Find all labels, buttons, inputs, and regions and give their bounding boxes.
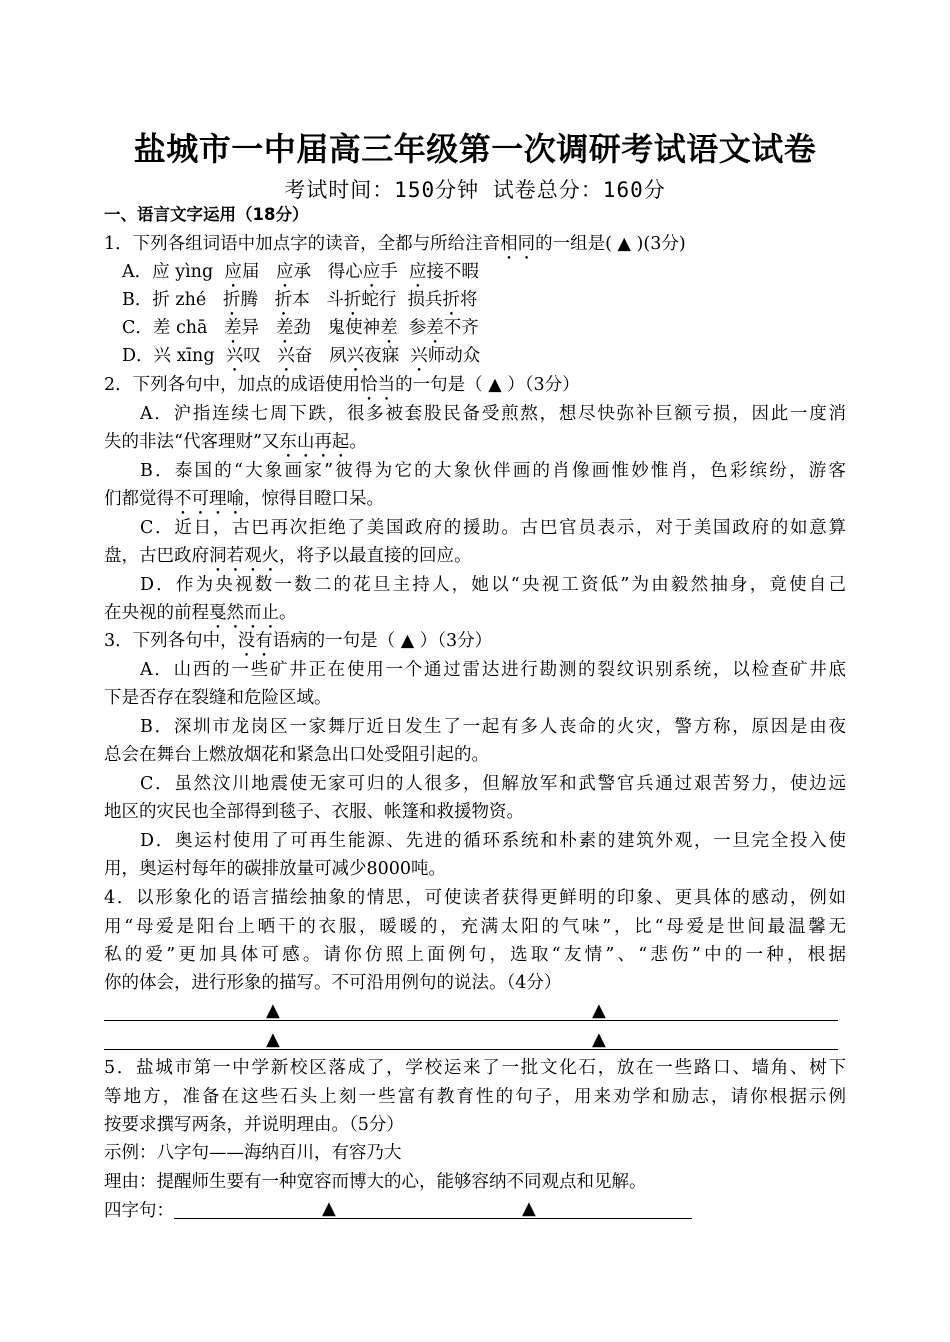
q4-text-line4: 你的体会，进行形象的描写。不可沿用例句的说法。（4分）: [104, 973, 562, 993]
answer-marker: ▲: [592, 1029, 606, 1050]
q4-text-line2: 用“母爱是阳台上晒干的衣服，暖暖的，充满太阳的气味”，比“母爱是世间最温馨无: [104, 917, 846, 937]
q2-option-a-line2: 失的非法“代客理财”又东山再起。: [104, 432, 367, 452]
q3-option-a-line2: 下是否存在裂缝和危险区域。: [104, 688, 332, 708]
q2-option-d-line2: 在央视的前程戛然而止。: [104, 603, 297, 623]
q2-option-c-line2: 盘，古巴政府洞若观火，将予以最直接的回应。: [104, 546, 472, 566]
q3-option-c-line1: C．虽然汶川地震使无家可归的人很多，但解放军和武警官兵通过艰苦努力，使边远: [140, 774, 846, 794]
q1-option-b: B．折 zhé 折腾 折本 斗折蛇行 损兵折将: [122, 290, 478, 310]
q5-text-line2: 等地方，准备在这些石头上刻一些富有教育性的句子，用来劝学和励志，请你根据示例: [104, 1087, 846, 1107]
q1-option-a: A．应 yìng 应届 应承 得心应手 应接不暇: [122, 262, 479, 282]
q5-text-line1: 5．盐城市第一中学新校区落成了，学校运来了一批文化石，放在一些路口、墙角、树下: [104, 1058, 846, 1078]
q5-four-char-label: 四字句：: [104, 1201, 174, 1221]
q5-example: 示例：八字句——海纳百川，有容乃大: [104, 1143, 402, 1163]
q4-text-line1: 4．以形象化的语言描绘抽象的情思，可使读者获得更鲜明的印象、更具体的感动，例如: [104, 888, 846, 908]
answer-marker: ▲: [266, 1000, 280, 1021]
q3-stem: 3．下列各句中，没有语病的一句是（ ▲ ）（3分）: [104, 631, 493, 651]
q3-option-b-line1: B．深圳市龙岗区一家舞厅近日发生了一起有多人丧命的火灾，警方称，原因是由夜: [140, 717, 846, 737]
answer-line[interactable]: [104, 1020, 838, 1021]
answer-marker: ▲: [592, 1000, 606, 1021]
q3-option-d-line2: 用，奥运村每年的碳排放量可减少8000吨。: [104, 859, 447, 879]
q3-option-c-line2: 地区的灾民也全部得到毯子、衣服、帐篷和救援物资。: [104, 802, 524, 822]
q1-option-d: D．兴 xīng 兴叹 兴奋 夙兴夜寐 兴师动众: [122, 346, 481, 366]
q2-option-b-line2: 们都觉得不可理喻，惊得目瞪口呆。: [104, 489, 384, 509]
answer-line[interactable]: [174, 1200, 692, 1219]
answer-marker: ▲: [266, 1029, 280, 1050]
q3-option-a-line1: A．山西的一些矿井正在使用一个通过雷达进行勘测的裂纹识别系统，以检查矿井底: [140, 660, 846, 680]
q2-stem: 2．下列各句中，加点的成语使用恰当的一句是（ ▲ ）（3分）: [104, 375, 580, 395]
q5-four-char-row: [104, 1200, 692, 1222]
q2-option-d-line1: D．作为央视数一数二的花旦主持人，她以“央视工资低”为由毅然抽身，竟使自己: [140, 575, 846, 595]
page-title: 盐城市一中届高三年级第一次调研考试语文试卷: [133, 130, 817, 168]
q2-option-a-line1: A．沪指连续七周下跌，很多被套股民备受煎熬，想尽快弥补巨额亏损，因此一度消: [140, 404, 846, 424]
q1-option-c: C．差 chā 差异 差劲 鬼使神差 参差不齐: [122, 318, 479, 338]
q5-reason: 理由：提醒师生要有一种宽容而博大的心，能够容纳不同观点和见解。: [104, 1172, 647, 1192]
q1-stem: 1．下列各组词语中加点字的读音，全都与所给注音相同的一组是( ▲ )(3分): [104, 234, 686, 254]
exam-info: 考试时间：150分钟 试卷总分：160分: [284, 178, 666, 202]
answer-line[interactable]: [104, 1049, 838, 1050]
q2-option-c-line1: C．近日，古巴再次拒绝了美国政府的援助。古巴官员表示，对于美国政府的如意算: [140, 518, 846, 538]
emphasis-text: 相同: [500, 234, 536, 254]
q5-text-line3: 按要求撰写两条，并说明理由。（5分）: [104, 1115, 404, 1135]
q4-text-line3: 私的爱”更加具体可感。请你仿照上面例句，选取“友情”、“悲伤”中的一种，根据: [104, 945, 846, 965]
q3-option-b-line2: 总会在舞台上燃放烟花和紧急出口处受阻引起的。: [104, 745, 489, 765]
q2-option-b-line1: B．泰国的“大象画家”彼得为它的大象伙伴画的肖像画惟妙惟肖，色彩缤纷，游客: [140, 461, 846, 481]
q3-option-d-line1: D．奥运村使用了可再生能源、先进的循环系统和朴素的建筑外观，一旦完全投入使: [140, 831, 846, 851]
answer-marker: ▲: [322, 1198, 336, 1219]
answer-marker: ▲: [522, 1198, 536, 1219]
section-heading: 一、语言文字运用（18分）: [104, 205, 309, 224]
